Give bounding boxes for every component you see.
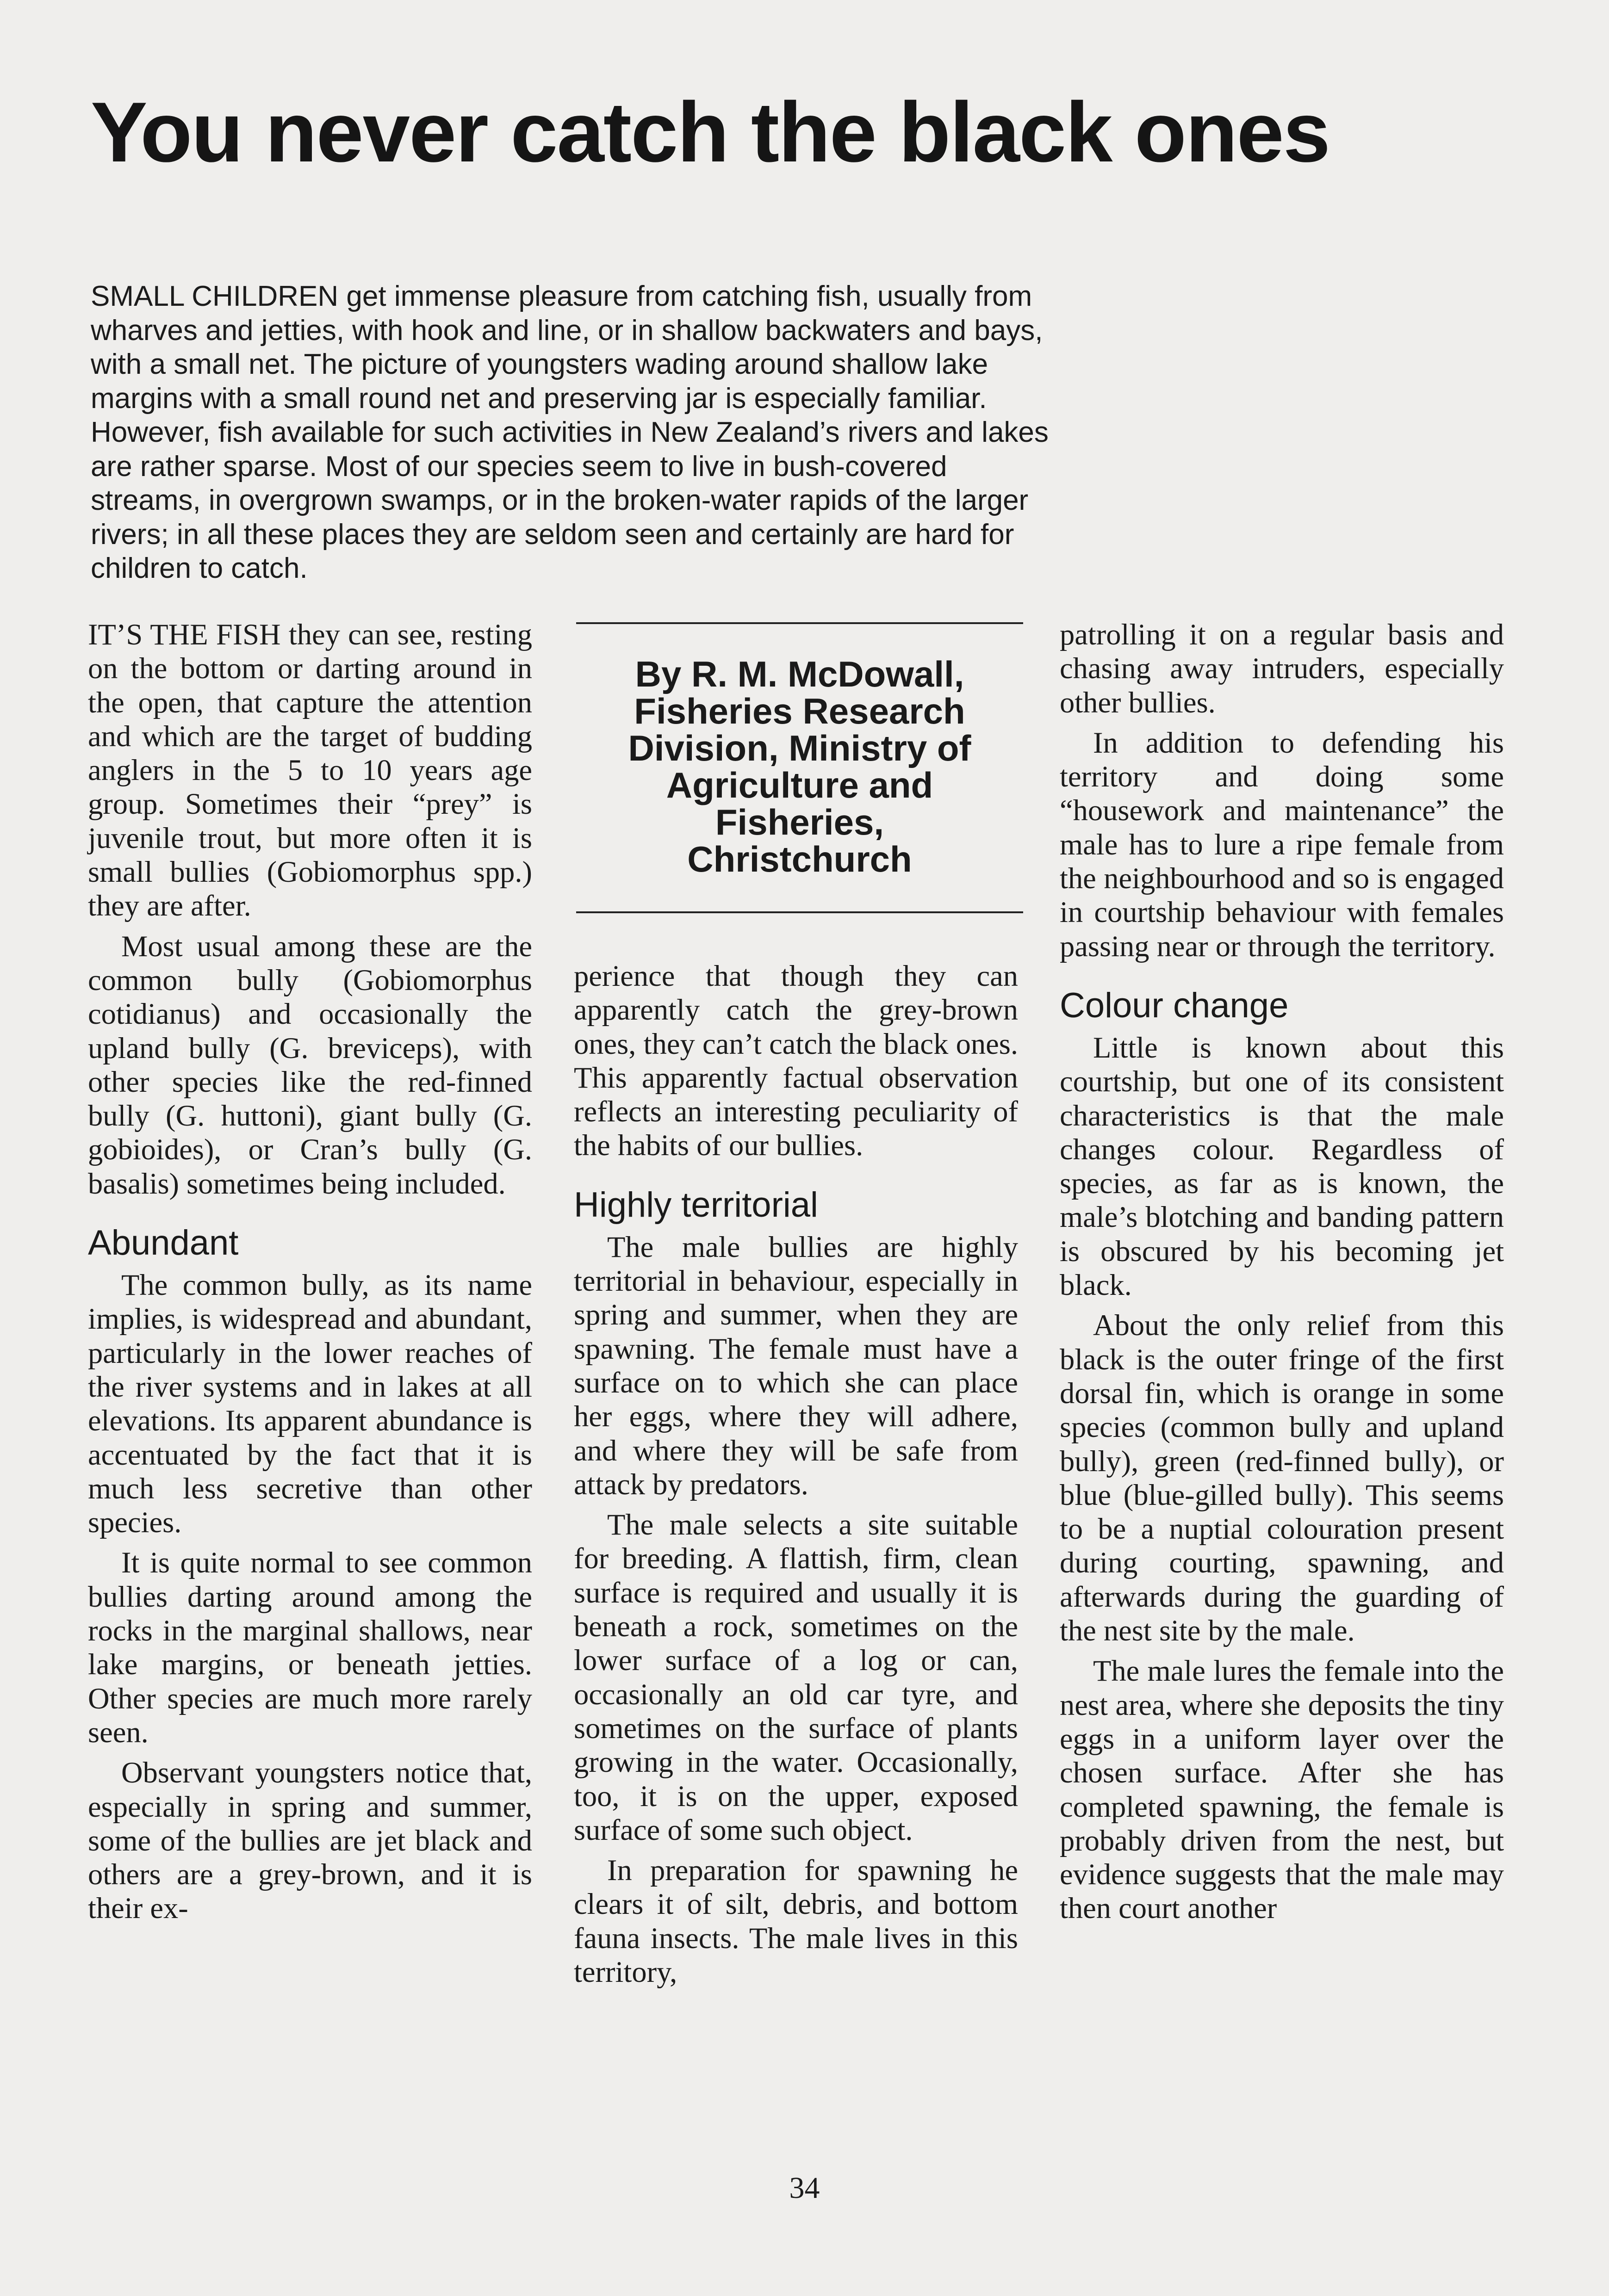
right-paragraph-2: In addition to defending his territory and doing some “housework and maintenance” the male has to lure a ripe female from the neighbourhood and so is engaged in courtship behaviour with females passing near or through the territory. xyxy=(1060,726,1504,963)
middle-paragraph-1: perience that though they can apparently catch the grey-brown ones, they can’t catch the black ones. This apparently factual observation reflects an interesting peculiarity of the habits of our bullies. xyxy=(574,959,1018,1162)
byline-box xyxy=(576,622,1023,914)
right-paragraph-5: The male lures the female into the nest area, where she deposits the tiny eggs in a uniform layer over the chosen surface. After she has completed spawning, the female is probably driven from the nest, but evidence suggests that the male may then court another xyxy=(1060,1654,1504,1925)
left-paragraph-4: It is quite normal to see common bullies darting around among the rocks in the marginal shallows, near lake margins, or beneath jetties. Other species are much more rarely seen. xyxy=(88,1546,532,1749)
middle-paragraph-2: The male bullies are highly territorial in behaviour, especially in spring and summer, when they are spawning. The female must have a surface on to which she can place her eggs, where they will adhere, and where they will be safe from attack by predators. xyxy=(574,1230,1018,1501)
article-title: You never catch the black ones xyxy=(91,84,1330,179)
heading-colour-change: Colour change xyxy=(1060,985,1289,1025)
heading-highly-territorial: Highly territorial xyxy=(574,1185,818,1225)
right-paragraph-4: About the only relief from this black is the outer fringe of the first dorsal fin, which is orange in some species (common bully and upland bully), green (red-finned bully), or blue (blue-gilled bully). This seems to be a nuptial colouration present during courting, spawning, and afterwards during the guarding of the nest site by the male. xyxy=(1060,1309,1504,1647)
intro-paragraph: SMALL CHILDREN get immense pleasure from catching fish, usually from wharves and jetties, with hook and line, or in shallow backwaters and bays, with a small net. The picture of youngsters wading around shallow lake margins with a small round net and preserving jar is especially familiar. However, fish available for such activities in New Zealand’s rivers and lakes are rather sparse. Most of our species seem to live in bush-covered streams, in overgrown swamps, or in the broken-water rapids of the larger rivers; in all these places they are seldom seen and certainly are hard for children to catch. xyxy=(91,280,1049,584)
middle-paragraph-3: The male selects a site suitable for breeding. A flattish, firm, clean surface is required and usually it is beneath a rock, sometimes on the lower surface of a log or can, occasionally an old car tyre, and sometimes on the surface of plants growing in the water. Occasionally, too, it is on the upper, exposed surface of some such object. xyxy=(574,1508,1018,1846)
middle-column xyxy=(574,959,1018,1995)
byline-bottom-rule xyxy=(576,911,1023,913)
heading-abundant: Abundant xyxy=(88,1223,239,1263)
author-byline: By R. M. McDowall, Fisheries Research Division, Ministry of Agriculture and Fisheries, Christchurch xyxy=(628,654,971,879)
middle-paragraph-4: In preparation for spawning he clears it of silt, debris, and bottom fauna insects. The male lives in this territory, xyxy=(574,1854,1018,1989)
right-paragraph-3: Little is known about this courtship, but one of its consistent characteristics is that the male changes colour. Regardless of species, as far as is known, the male’s blotching and banding pattern is obscured by his becoming jet black. xyxy=(1060,1031,1504,1302)
byline-top-rule xyxy=(576,622,1023,624)
left-paragraph-3: The common bully, as its name implies, is widespread and abundant, particularly in the lower reaches of the river systems and in lakes at all elevations. Its apparent abundance is accentuated by the fact that it is much less secretive than other species. xyxy=(88,1269,532,1539)
left-paragraph-1: IT’S THE FISH they can see, resting on the bottom or darting around in the open, that capture the attention and which are the target of budding anglers in the 5 to 10 years age group. Sometimes their “prey” is juvenile trout, but more often it is small bullies (Gobiomorphus spp.) they are after. xyxy=(88,618,532,922)
page-number: 34 xyxy=(789,2171,820,2205)
right-column xyxy=(1060,618,1504,1932)
left-paragraph-2: Most usual among these are the common bully (Gobiomorphus cotidianus) and occasionally the upland bully (G. breviceps), with other species like the red-finned bully (G. huttoni), giant bully (G. gobioides), or Cran’s bully (G. basalis) sometimes being included. xyxy=(88,929,532,1200)
left-column xyxy=(88,618,532,1932)
left-paragraph-5: Observant youngsters notice that, especially in spring and summer, some of the bullies are jet black and others are a grey-brown, and it is their ex- xyxy=(88,1756,532,1925)
right-paragraph-1: patrolling it on a regular basis and chasing away intruders, especially other bullies. xyxy=(1060,618,1504,719)
